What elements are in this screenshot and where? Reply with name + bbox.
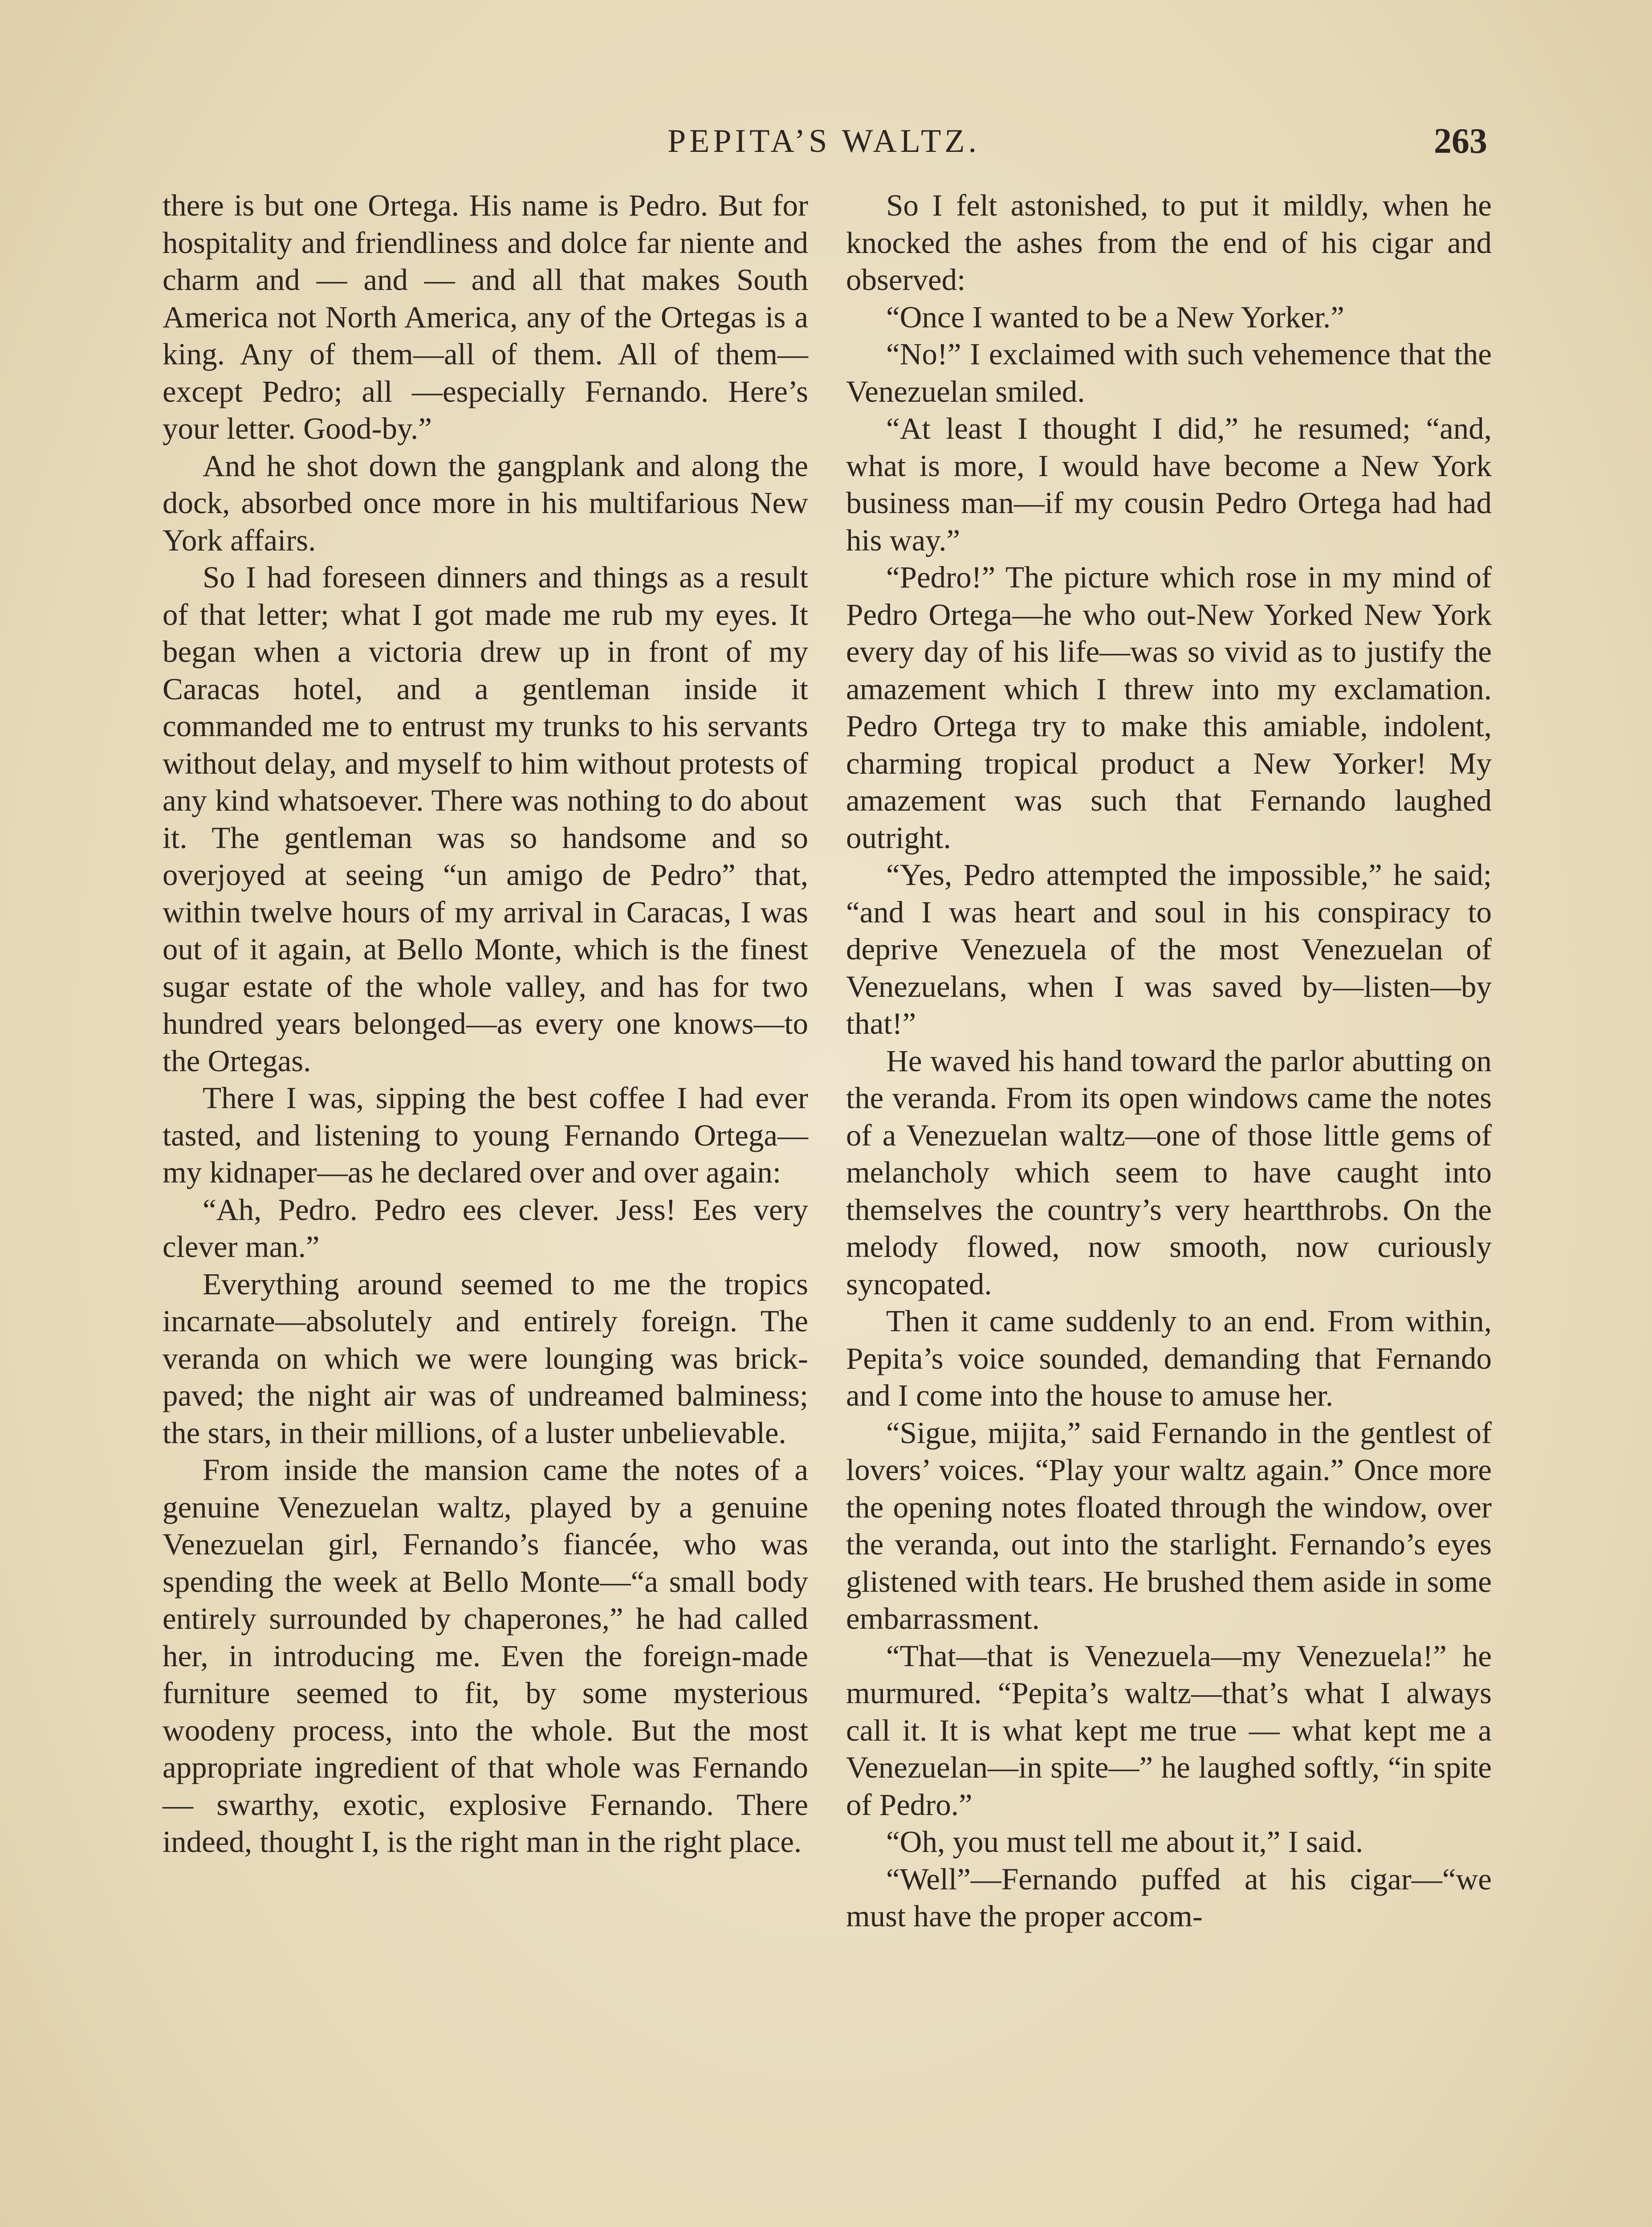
paragraph: “Sigue, mijita,” said Fernando in the gentlest of lovers’ voices. “Play your waltz again.” Once more the opening notes floated through the window, over the veranda, out into the starlight. Fernando’s eyes glistened with tears. He brushed them aside in some embarrassment. (846, 1415, 1492, 1636)
paragraph: He waved his hand toward the parlor abutting on the veranda. From its open windows came the notes of a Venezuelan waltz—one of those little gems of melancholy which seem to have caught into themselves the country’s very heartthrobs. On the melody flowed, now smooth, now curiously syncopated. (846, 1044, 1492, 1301)
paragraph: “At least I thought I did,” he resumed; “and, what is more, I would have become a New York business man—if my cousin Pedro Ortega had had his way.” (846, 412, 1492, 557)
page-number: 263 (1434, 122, 1487, 161)
paragraph: Everything around seemed to me the tropics incarnate—absolutely and entirely foreign. The veranda on which we were lounging was brick-paved; the night air was of undreamed balminess; the stars, in their millions, of a luster unbelievable. (163, 1267, 808, 1450)
paragraph: So I had foreseen dinners and things as a result of that letter; what I got made me rub my eyes. It began when a victoria drew up in front of my Caracas hotel, and a gentleman inside it commanded me to entrust my trunks to his servants without delay, and myself to him without protests of any kind whatsoever. There was nothing to do about it. The gentleman was so handsome and so overjoyed at seeing “un amigo de Pedro” that, within twelve hours of my arrival in Caracas, I was out of it again, at Bello Monte, which is the finest sugar estate of the whole valley, and has for two hundred years belonged—as every one knows—to the Ortegas. (163, 560, 808, 1078)
paragraph: And he shot down the gangplank and along the dock, absorbed once more in his multifarious New York affairs. (163, 449, 808, 557)
paragraph: there is but one Ortega. His name is Pedro. But for hospitality and friendliness and dolce far niente and charm and — and — and all that makes South America not North America, any of the Ortegas is a king. Any of them—all of them. All of them—except Pedro; all —especially Fernando. Here’s your letter. Good-by.” (163, 188, 808, 445)
paragraph: “Yes, Pedro attempted the impossible,” he said; “and I was heart and soul in his conspiracy to deprive Venezuela of the most Venezuelan of Venezuelans, when I was saved by—listen—by that!” (846, 858, 1492, 1040)
paragraph: “Oh, you must tell me about it,” I said. (886, 1825, 1363, 1859)
paragraph: “Pedro!” The picture which rose in my mind of Pedro Ortega—he who out-New Yorked New York every day of his life—was so vivid as to justify the amazement which I threw into my exclamation. Pedro Ortega try to make this amiable, indolent, charming tropical product a New Yorker! My amazement was such that Fernando laughed outright. (846, 560, 1492, 855)
paragraph: Then it came suddenly to an end. From within, Pepita’s voice sounded, demanding that Fernando and I come into the house to amuse her. (846, 1304, 1492, 1412)
right-column (846, 187, 1492, 1935)
paragraph: So I felt astonished, to put it mildly, when he knocked the ashes from the end of his cigar and observed: (846, 188, 1492, 297)
left-column (163, 187, 808, 1861)
paragraph: “Ah, Pedro. Pedro ees clever. Jess! Ees very clever man.” (163, 1192, 808, 1264)
paragraph: “Once I wanted to be a New Yorker.” (886, 300, 1344, 334)
paragraph: “Well”—Fernando puffed at his cigar—“we must have the proper accom- (846, 1862, 1492, 1933)
paragraph: From inside the mansion came the notes of a genuine Venezuelan waltz, played by a genuine Venezuelan girl, Fernando’s fiancée, who was spending the week at Bello Monte—“a small body entirely surrounded by chaperones,” he had called her, in introducing me. Even the foreign-made furniture seemed to fit, by some mysterious woodeny process, into the whole. But the most appropriate ingredient of that whole was Fernando — swarthy, exotic, explosive Fernando. There indeed, thought I, is the right man in the right place. (163, 1453, 808, 1859)
running-title: PEPITA’S WALTZ. (667, 123, 981, 159)
paragraph: There I was, sipping the best coffee I had ever tasted, and listening to young Fernando Ortega—my kidnaper—as he declared over and over again: (163, 1081, 808, 1189)
paragraph: “No!” I exclaimed with such vehemence that the Venezuelan smiled. (846, 337, 1492, 408)
page-header (160, 117, 1487, 166)
paragraph: “That—that is Venezuela—my Venezuela!” he murmured. “Pepita’s waltz—that’s what I always call it. It is what kept me true — what kept me a Venezuelan—in spite—” he laughed softly, “in spite of Pedro.” (846, 1639, 1492, 1822)
